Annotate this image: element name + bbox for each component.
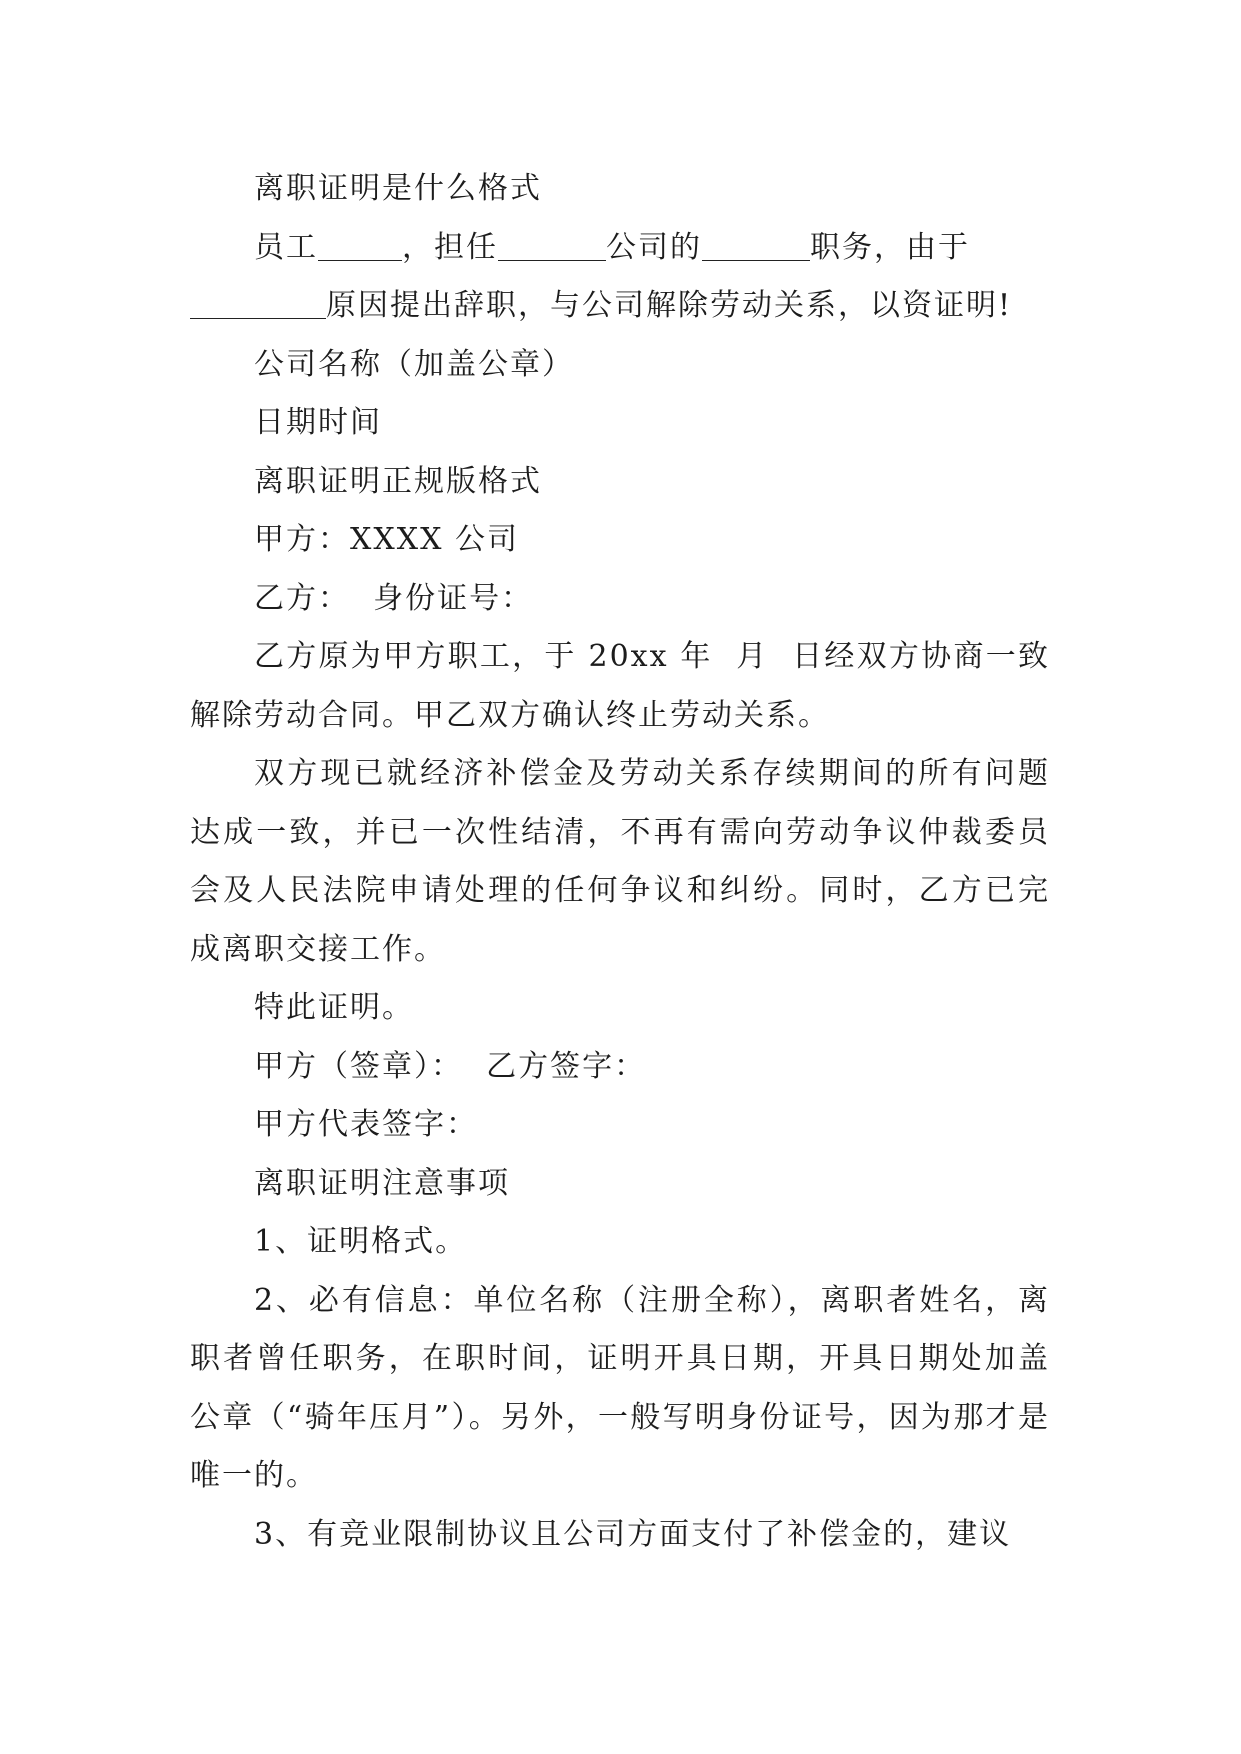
blank-department — [498, 230, 606, 261]
note-item-1: 1、证明格式。 — [254, 1224, 468, 1259]
fill-in-statement — [190, 219, 1050, 336]
section-title-formal: 离职证明正规版格式 — [254, 463, 542, 499]
blank-employee-name — [318, 230, 402, 261]
signature-line-parties: 甲方（签章）： 乙方签字： — [254, 1048, 647, 1084]
section-title-format: 离职证明是什么格式 — [254, 171, 542, 206]
paragraph-settlement: 双方现已就经济补偿金及劳动关系存续期间的所有问题达成一致，并已一次性结清，不再有需向劳动争议仲裁委员会及人民法院申请处理的任何争议和纠纷。同时，乙方已完成离职交接工作。 — [190, 756, 1050, 967]
note-item-2: 2、必有信息：单位名称（注册全称），离职者姓名，离职者曾任职务，在职时间，证明开具日期，开具日期处加盖公章（“骑年压月”）。另外，一般写明身份证号，因为那才是唯一的。 — [190, 1282, 1050, 1493]
statement-text-company: 公司的 — [606, 229, 702, 265]
statement-text-employee: 员工 — [254, 229, 318, 265]
section-title-notes: 离职证明注意事项 — [254, 1165, 510, 1201]
paragraph-termination: 乙方原为甲方职工，于 20xx 年 月 日经双方协商一致解除劳动合同。甲乙双方确认终止劳动关系。 — [190, 639, 1050, 733]
signature-line-representative: 甲方代表签字： — [254, 1107, 478, 1142]
company-name-seal: 公司名称（加盖公章） — [254, 346, 574, 382]
note-item-3: 3、有竞业限制协议且公司方面支付了补偿金的，建议 — [254, 1516, 1012, 1552]
statement-text-position: ，担任 — [402, 229, 498, 265]
party-b-line: 乙方： 身份证号： — [254, 580, 534, 616]
statement-text-reason: 原因提出辞职，与公司解除劳动关系，以资证明! — [326, 288, 1013, 323]
party-a-line: 甲方：XXXX 公司 — [254, 522, 519, 557]
document-body — [190, 160, 1050, 1564]
blank-reason — [190, 288, 326, 319]
paragraph-hereby-certify: 特此证明。 — [254, 990, 414, 1025]
blank-job-title — [702, 230, 810, 261]
date-line: 日期时间 — [254, 405, 382, 440]
statement-text-duty: 职务，由于 — [810, 229, 970, 265]
